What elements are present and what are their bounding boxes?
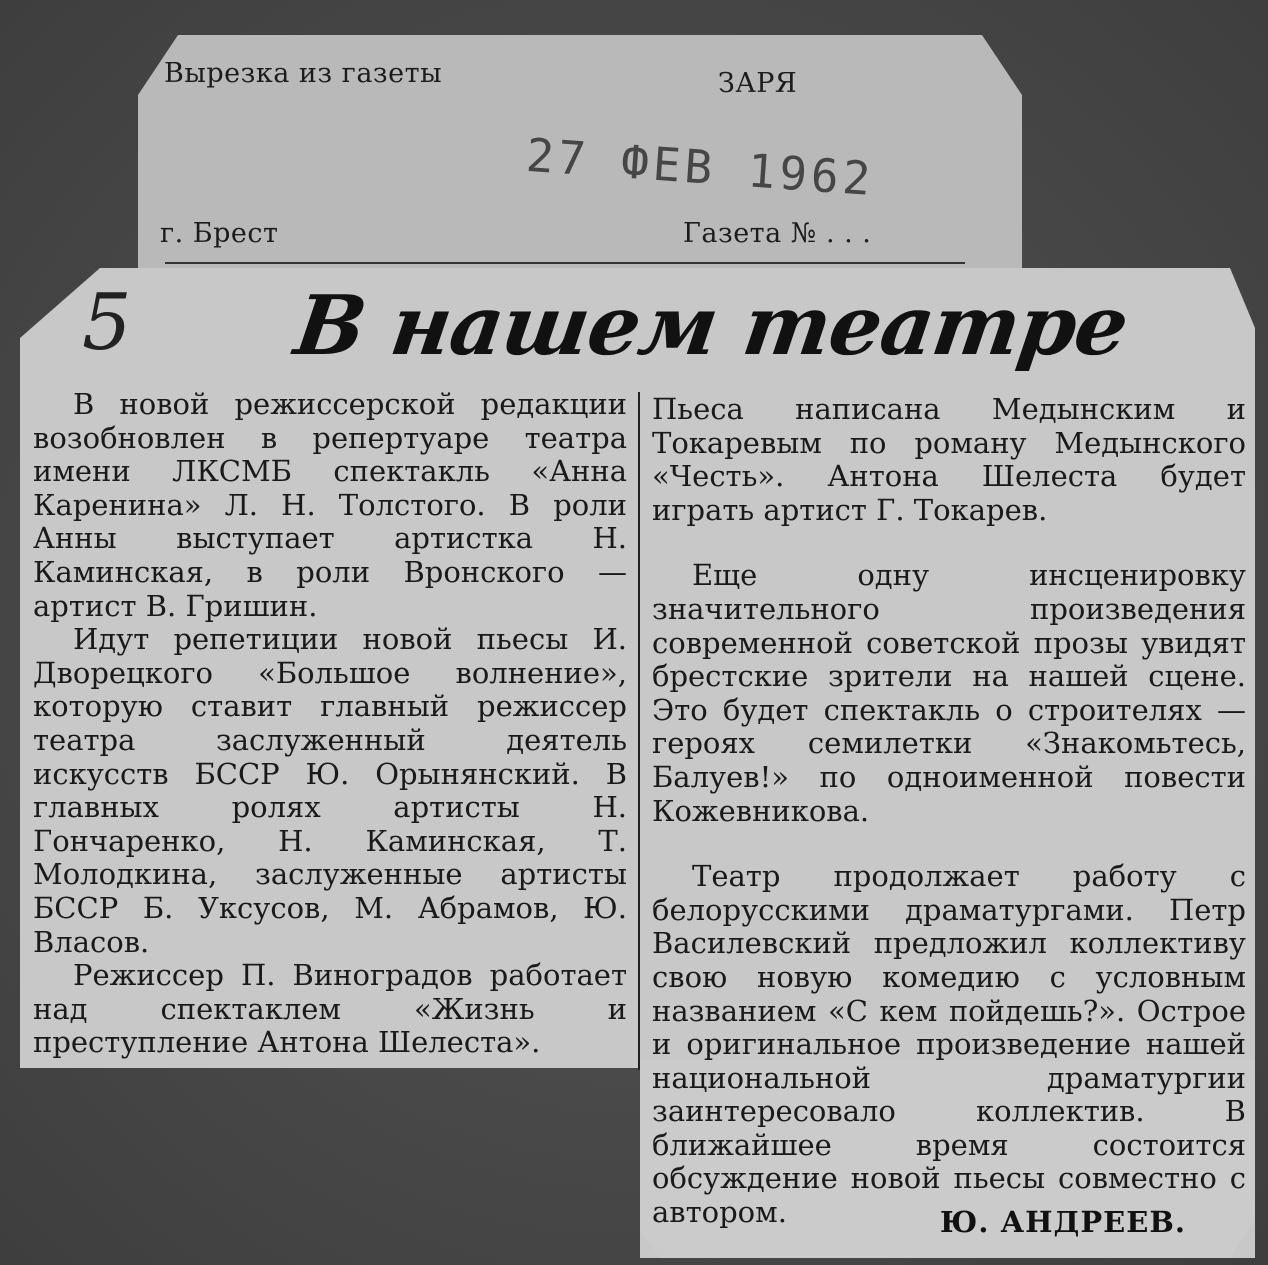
newspaper-name: ЗАРЯ xyxy=(718,68,798,99)
column-divider xyxy=(638,392,640,1070)
author-signature: Ю. АНДРЕЕВ. xyxy=(940,1205,1186,1239)
source-prefix: Вырезка из газеты xyxy=(164,58,443,89)
date-stamp: 27 ФЕВ 1962 xyxy=(524,127,877,207)
left-paragraph: Идут репетиции новой пьесы И. Дворецкого «Большое волнение», которую ставит главный режиссер театра заслуженный деятель искусств БССР Ю. Орынянский. В главных ролях артисты Н. Гончаренко, Н. Каминская, Т. Молодкина, заслуженные артисты БССР Б. Уксусов, М. Абрамов, Ю. Власов. xyxy=(33,622,627,959)
right-paragraph: Еще одну инсценировку значительного произведения современной советской прозы увидят брестские зрители на нашей сцене. Это будет спектакль о строителях — героях семилетки «Знакомьтесь, Балуев!» по одноименной повести Кожевникова. xyxy=(652,558,1246,828)
city-label: г. Брест xyxy=(160,218,279,249)
label-divider xyxy=(165,262,965,264)
article-left-column xyxy=(33,388,627,1060)
left-paragraph: Режиссер П. Виноградов работает над спектаклем «Жизнь и преступление Антона Шелеста». xyxy=(33,958,627,1060)
right-paragraph: Пьеса написана Медынским и Токаревым по роману Медынского «Честь». Антона Шелеста будет играть артист Г. Токарев. xyxy=(652,392,1246,527)
issue-number-label xyxy=(683,218,871,249)
issue-dots: . . . xyxy=(825,218,872,249)
article-headline: В нашем театре xyxy=(289,278,1134,374)
right-paragraph: Театр продолжает работу с белорусскими драматургами. Петр Василевский предложил коллективу свою новую комедию с условным названием «С кем пойдешь?». Острое и оригинальное произведение нашей национальной драматургии заинтересовало коллектив. В ближайшее время состоится обсуждение новой пьесы совместно с автором. xyxy=(652,859,1246,1230)
article-right-column xyxy=(652,393,1246,1230)
issue-label-text: Газета № xyxy=(683,218,817,249)
handwritten-corner-mark: 5 xyxy=(82,278,132,368)
left-paragraph: В новой режиссерской редакции возобновлен в репертуаре театра имени ЛКСМБ спектакль «Анна Каренина» Л. Н. Толстого. В роли Анны выступает артистка Н. Каминская, в роли Вронского — артист В. Гришин. xyxy=(33,387,627,623)
